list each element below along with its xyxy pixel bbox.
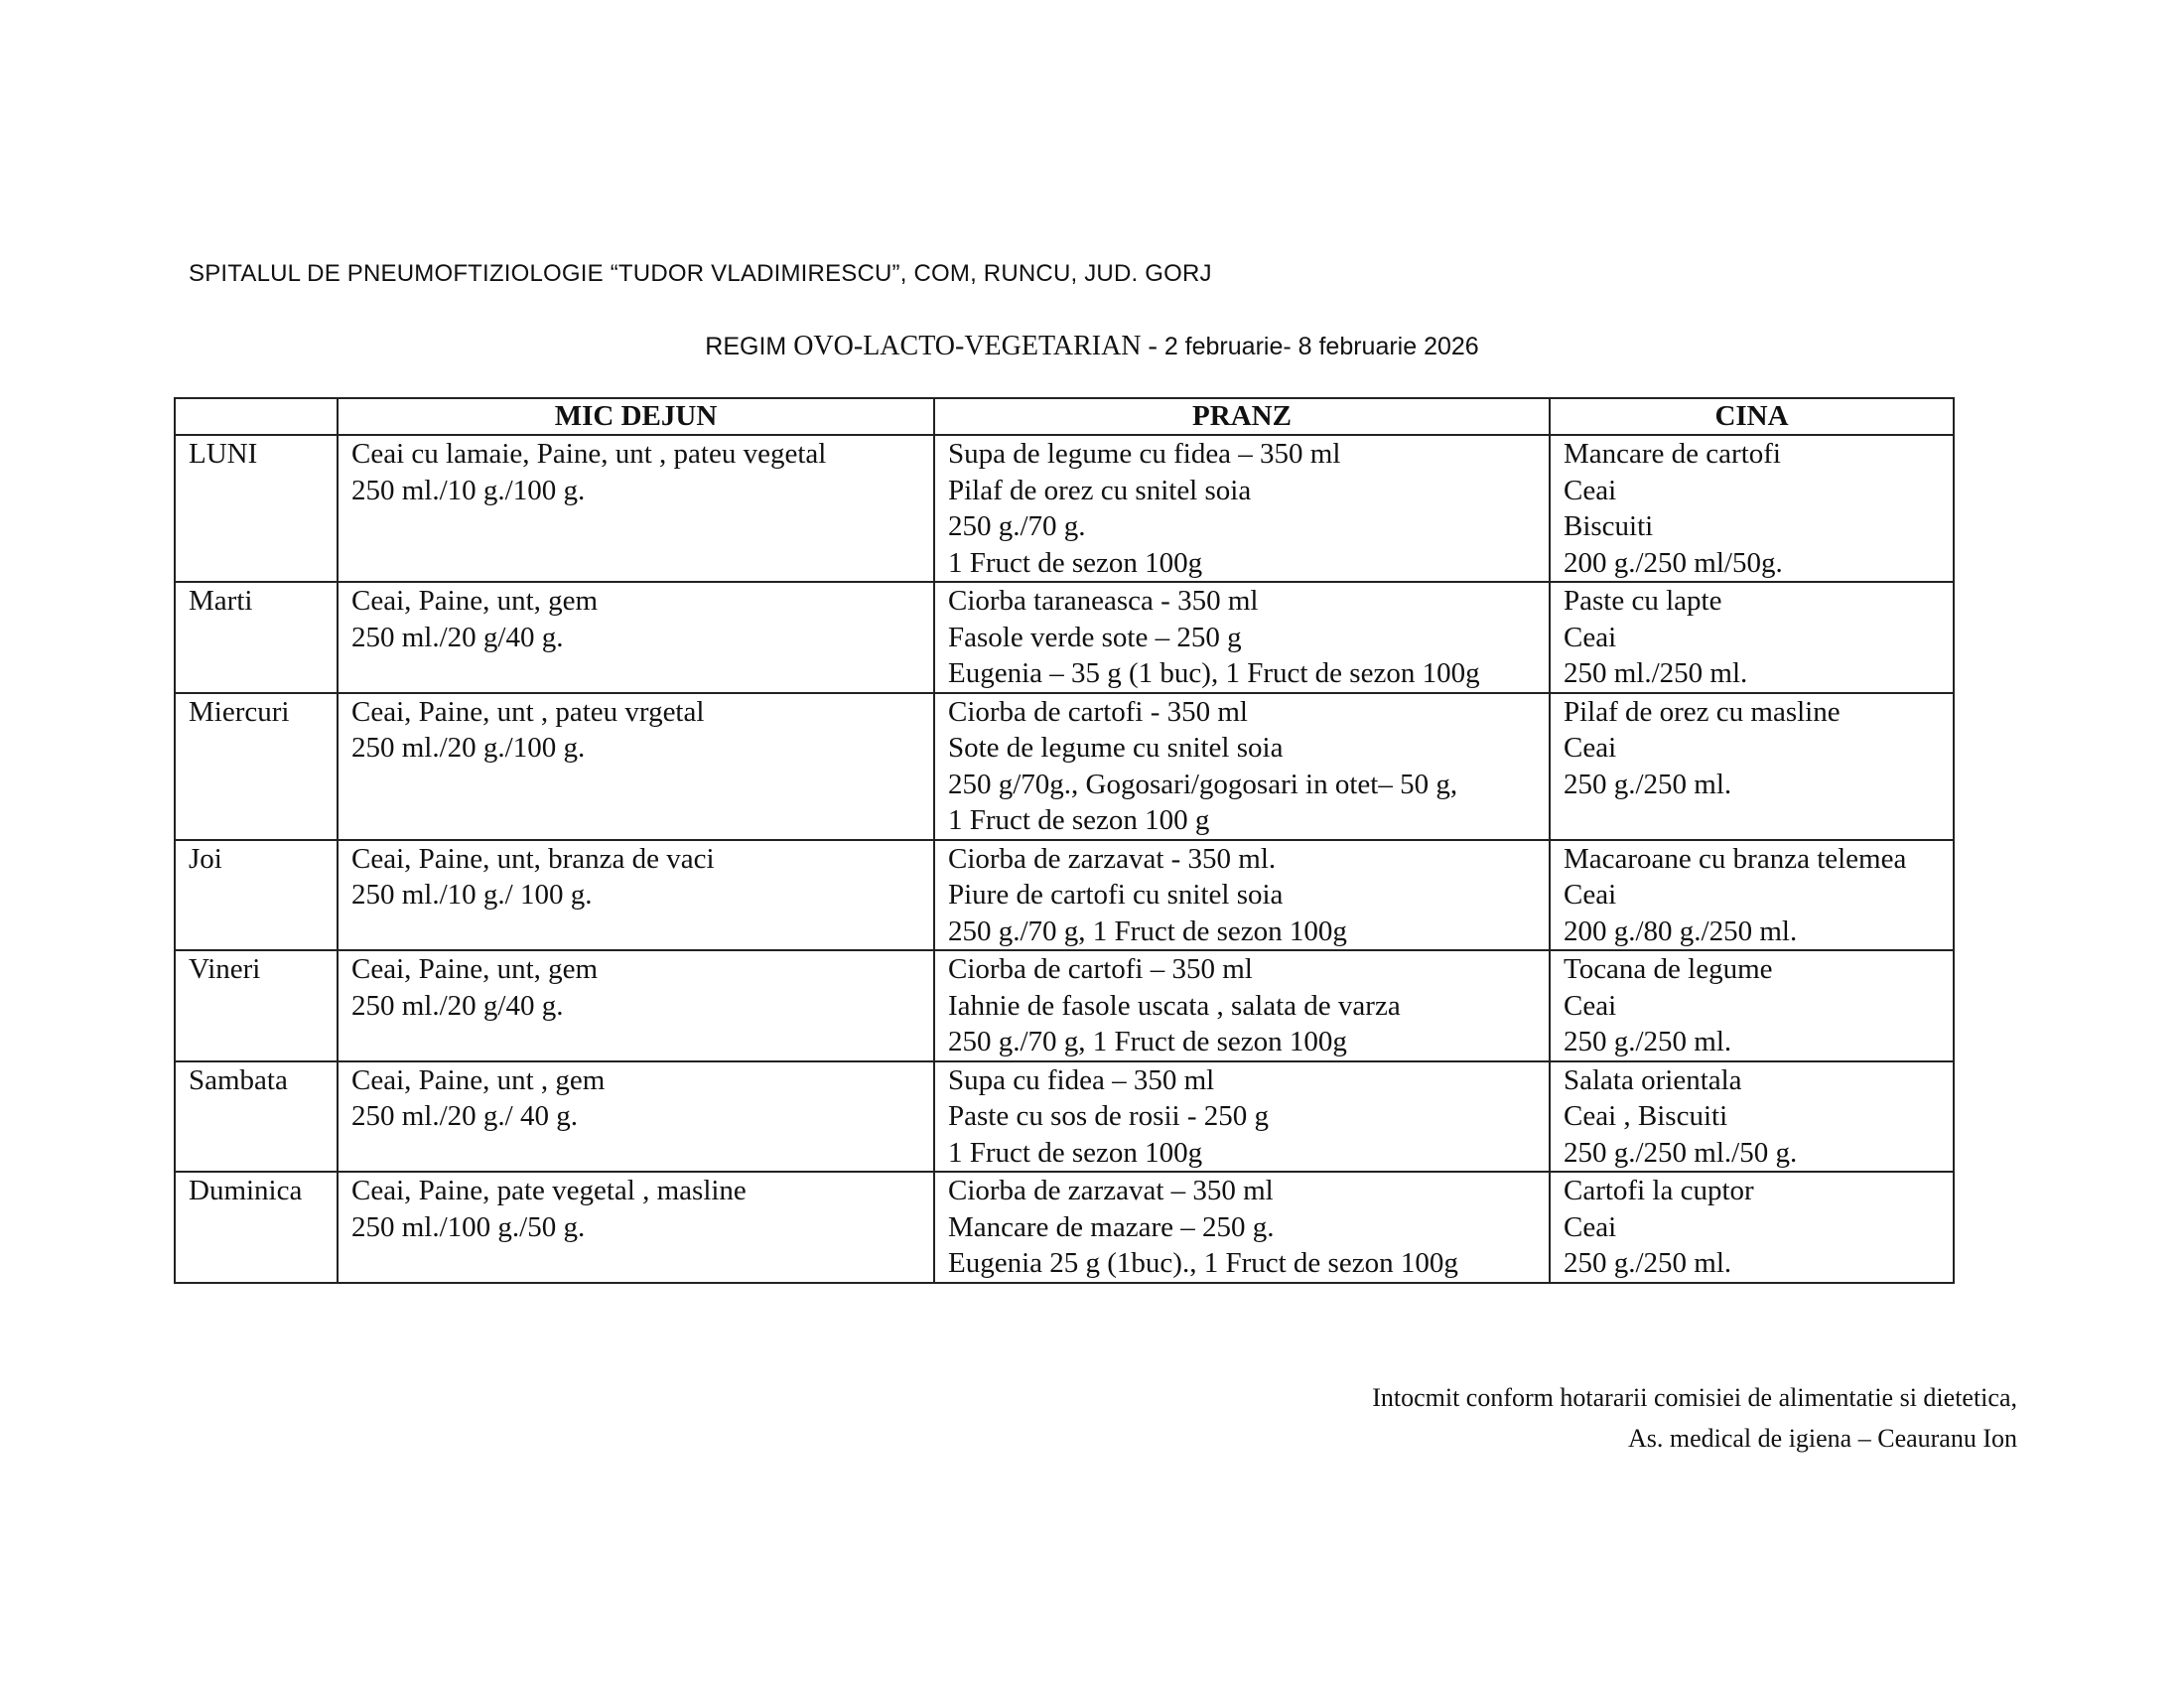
table-body xyxy=(175,435,1954,1283)
table-row xyxy=(175,840,1954,951)
menu-line: Ceai xyxy=(1564,732,1617,764)
menu-line: Ceai xyxy=(1564,879,1617,911)
menu-line: Pilaf de orez cu snitel soia xyxy=(948,474,1252,506)
menu-line: 1 Fruct de sezon 100g xyxy=(948,546,1203,579)
menu-line: Sote de legume cu snitel soia xyxy=(948,732,1284,764)
day-cell: Marti xyxy=(175,582,338,693)
menu-line: 250 g./70 g, 1 Fruct de sezon 100g xyxy=(948,1026,1347,1057)
cina-cell xyxy=(1550,1061,1954,1173)
day-cell: Miercuri xyxy=(175,693,338,840)
menu-line: Mancare de mazare – 250 g. xyxy=(948,1210,1275,1243)
pranz-cell xyxy=(934,582,1550,693)
menu-line: 250 g./250 ml./50 g. xyxy=(1564,1136,1798,1169)
footer-line-author: As. medical de igiena – Ceauranu Ion xyxy=(1627,1424,2017,1453)
menu-line: 250 ml./20 g./100 g. xyxy=(351,732,586,764)
pranz-cell xyxy=(934,840,1550,951)
menu-line: 250 ml./20 g./ 40 g. xyxy=(351,1100,578,1132)
regime-title xyxy=(0,331,2184,362)
menu-line: Pilaf de orez cu masline xyxy=(1564,695,1841,728)
table-row xyxy=(175,435,1954,582)
weekly-menu-table xyxy=(174,397,1955,1284)
table-header-row xyxy=(175,398,1954,435)
cina-cell xyxy=(1550,840,1954,951)
menu-line: Paste cu lapte xyxy=(1564,585,1722,617)
menu-line: Fasole verde sote – 250 g xyxy=(948,621,1242,653)
menu-line: Eugenia 25 g (1buc)., 1 Fruct de sezon 100g xyxy=(948,1247,1458,1279)
table-row xyxy=(175,1172,1954,1283)
menu-line: 200 g./250 ml/50g. xyxy=(1564,546,1783,579)
menu-line: 250 g/70g., Gogosari/gogosari in otet– 50 g, xyxy=(948,768,1458,800)
header-mic-dejun: MIC DEJUN xyxy=(338,398,934,435)
menu-line: Piure de cartofi cu snitel soia xyxy=(948,879,1284,911)
menu-line: Ceai cu lamaie, Paine, unt , pateu vegetal xyxy=(351,438,827,470)
menu-line: 250 g./70 g. xyxy=(948,510,1086,542)
menu-line: Ciorba de zarzavat - 350 ml. xyxy=(948,842,1277,875)
menu-line: Supa cu fidea – 350 ml xyxy=(948,1063,1215,1096)
day-cell: Vineri xyxy=(175,950,338,1061)
menu-line: 250 ml./20 g/40 g. xyxy=(351,621,564,653)
menu-line: Ceai, Paine, unt, gem xyxy=(351,585,599,617)
mic-dejun-cell xyxy=(338,840,934,951)
menu-line: 1 Fruct de sezon 100 g xyxy=(948,804,1210,836)
menu-line: 250 ml./10 g./100 g. xyxy=(351,474,586,506)
pranz-cell xyxy=(934,693,1550,840)
menu-line: 250 ml./250 ml. xyxy=(1564,657,1748,689)
hospital-header: SPITALUL DE PNEUMOFTIZIOLOGIE “TUDOR VLADIMIRESCU”, COM, RUNCU, JUD. GORJ xyxy=(189,260,1212,287)
menu-line: Ceai, Paine, pate vegetal , masline xyxy=(351,1175,747,1206)
menu-line: Ceai, Paine, unt, gem xyxy=(351,953,599,985)
menu-line: Paste cu sos de rosii - 250 g xyxy=(948,1100,1269,1132)
regime-name: OVO-LACTO-VEGETARIAN - xyxy=(793,331,1164,361)
cina-cell xyxy=(1550,582,1954,693)
mic-dejun-cell xyxy=(338,1172,934,1283)
footer-signature xyxy=(1372,1377,2017,1459)
menu-line: 250 g./70 g, 1 Fruct de sezon 100g xyxy=(948,914,1347,947)
cina-cell xyxy=(1550,693,1954,840)
day-cell: Sambata xyxy=(175,1061,338,1173)
menu-line: Macaroane cu branza telemea xyxy=(1564,842,1907,875)
day-cell: Duminica xyxy=(175,1172,338,1283)
table-row xyxy=(175,582,1954,693)
pranz-cell xyxy=(934,1172,1550,1283)
menu-line: Eugenia – 35 g (1 buc), 1 Fruct de sezon 100g xyxy=(948,657,1480,689)
menu-line: Ceai , Biscuiti xyxy=(1564,1100,1728,1132)
menu-line: 250 ml./10 g./ 100 g. xyxy=(351,879,593,911)
menu-line: 250 g./250 ml. xyxy=(1564,768,1732,800)
header-cina: CINA xyxy=(1550,398,1954,435)
table-row xyxy=(175,950,1954,1061)
menu-line: Ceai, Paine, unt , pateu vrgetal xyxy=(351,695,705,728)
table-row xyxy=(175,693,1954,840)
menu-line: 1 Fruct de sezon 100g xyxy=(948,1136,1203,1169)
mic-dejun-cell xyxy=(338,435,934,582)
menu-line: 250 g./250 ml. xyxy=(1564,1026,1732,1057)
menu-line: Salata orientala xyxy=(1564,1063,1742,1096)
menu-line: Biscuiti xyxy=(1564,510,1654,542)
menu-line: Iahnie de fasole uscata , salata de varza xyxy=(948,989,1401,1022)
day-cell: Joi xyxy=(175,840,338,951)
menu-line: 250 ml./100 g./50 g. xyxy=(351,1210,586,1243)
pranz-cell xyxy=(934,435,1550,582)
pranz-cell xyxy=(934,950,1550,1061)
menu-line: Ciorba taraneasca - 350 ml xyxy=(948,585,1259,617)
menu-line: Ceai, Paine, unt , gem xyxy=(351,1063,606,1096)
menu-line: Ceai xyxy=(1564,989,1617,1022)
mic-dejun-cell xyxy=(338,582,934,693)
header-pranz: PRANZ xyxy=(934,398,1550,435)
menu-line: Mancare de cartofi xyxy=(1564,438,1781,470)
menu-line: Cartofi la cuptor xyxy=(1564,1175,1754,1206)
menu-line: 200 g./80 g./250 ml. xyxy=(1564,914,1798,947)
menu-line: 250 ml./20 g/40 g. xyxy=(351,989,564,1022)
menu-line: Ciorba de cartofi – 350 ml xyxy=(948,953,1253,985)
menu-line: Ceai xyxy=(1564,621,1617,653)
pranz-cell xyxy=(934,1061,1550,1173)
menu-line: 250 g./250 ml. xyxy=(1564,1247,1732,1279)
header-day xyxy=(175,398,338,435)
regime-prefix: REGIM xyxy=(705,333,794,360)
mic-dejun-cell xyxy=(338,1061,934,1173)
mic-dejun-cell xyxy=(338,693,934,840)
cina-cell xyxy=(1550,435,1954,582)
regime-period: 2 februarie- 8 februarie 2026 xyxy=(1163,333,1479,360)
table-row xyxy=(175,1061,1954,1173)
menu-line: Ceai, Paine, unt, branza de vaci xyxy=(351,842,715,875)
day-cell: LUNI xyxy=(175,435,338,582)
menu-line: Ciorba de zarzavat – 350 ml xyxy=(948,1175,1274,1206)
menu-line: Ciorba de cartofi - 350 ml xyxy=(948,695,1248,728)
cina-cell xyxy=(1550,1172,1954,1283)
menu-line: Tocana de legume xyxy=(1564,953,1773,985)
menu-line: Ceai xyxy=(1564,474,1617,506)
footer-line-commission: Intocmit conform hotararii comisiei de alimentatie si dietetica, xyxy=(1372,1383,2017,1412)
cina-cell xyxy=(1550,950,1954,1061)
menu-line: Ceai xyxy=(1564,1210,1617,1243)
menu-line: Supa de legume cu fidea – 350 ml xyxy=(948,438,1341,470)
mic-dejun-cell xyxy=(338,950,934,1061)
